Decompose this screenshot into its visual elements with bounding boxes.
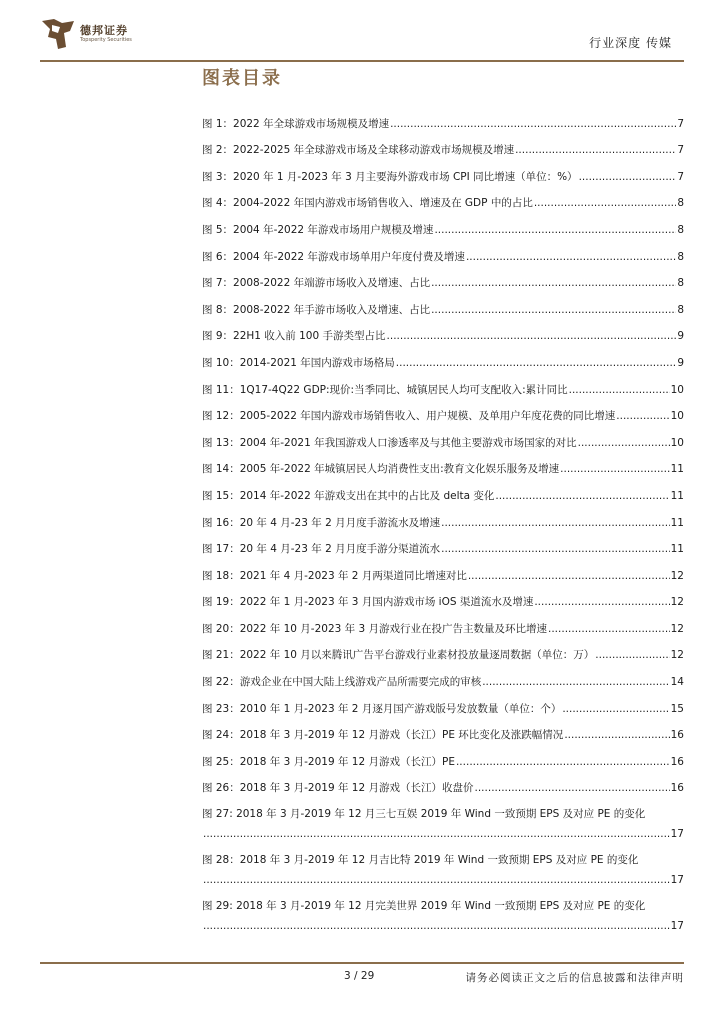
toc-entry-label: 图 2：2022-2025 年全球游戏市场及全球移动游戏市场规模及增速 xyxy=(202,144,515,157)
toc-entry-page: 8 xyxy=(677,223,684,236)
toc-entry[interactable] xyxy=(202,662,684,689)
toc-entry-label: 图 15：2014 年-2022 年游戏支出在其中的占比及 delta 变化 xyxy=(202,489,495,502)
toc-entry-label: 图 11：1Q17-4Q22 GDP:现价:当季同比、城镇居民人均可支配收入:累计同比 xyxy=(202,383,568,396)
toc-entry-label: 图 1：2022 年全球游戏市场规模及增速 xyxy=(202,117,390,130)
toc-entry-page: 7 xyxy=(677,117,684,130)
toc-entry[interactable] xyxy=(202,370,684,397)
toc-entry[interactable] xyxy=(202,609,684,636)
toc-entry[interactable] xyxy=(202,716,684,743)
toc-entry-label: 图 16：20 年 4 月-23 年 2 月月度手游流水及增速 xyxy=(202,516,441,529)
toc-entry-label: 图 10：2014-2021 年国内游戏市场格局 xyxy=(202,356,395,369)
toc-entry[interactable] xyxy=(202,157,684,184)
toc-entry[interactable] xyxy=(202,530,684,557)
page-number: 3 / 29 xyxy=(344,970,375,982)
toc-entry-page: 10 xyxy=(670,383,684,396)
toc-entry-label: 图 21：2022 年 10 月以来腾讯广告平台游戏行业素材投放量逐周数据（单位：万） xyxy=(202,649,595,662)
toc-entry-page: 16 xyxy=(670,729,684,742)
toc-entry-page: 16 xyxy=(670,755,684,768)
toc-entry-label: 图 19：2022 年 1 月-2023 年 3 月国内游戏市场 iOS 渠道流水及增速 xyxy=(202,596,534,609)
toc-entry-label: 图 28：2018 年 3 月-2019 年 12 月吉比特 2019 年 Wind 一致预期 EPS 及对应 PE 的变化 xyxy=(202,854,639,867)
toc-entry-page: 17 xyxy=(670,874,684,887)
header-divider xyxy=(40,60,684,62)
toc-leader-dots xyxy=(595,649,669,662)
toc-entry[interactable] xyxy=(202,423,684,450)
toc-entry-page: 12 xyxy=(670,622,684,635)
toc-leader-dots xyxy=(534,197,676,210)
toc-entry[interactable] xyxy=(202,795,684,841)
toc-leader-dots xyxy=(441,543,670,556)
toc-entry-label: 图 3：2020 年 1 月-2023 年 3 月主要海外游戏市场 CPI 同比增速（单位：%） xyxy=(202,170,578,183)
toc-entry-page: 15 xyxy=(670,702,684,715)
toc-entry-page: 10 xyxy=(670,436,684,449)
toc-entry[interactable] xyxy=(202,210,684,237)
toc-leader-dots xyxy=(390,118,676,131)
toc-entry[interactable] xyxy=(202,636,684,663)
toc-entry[interactable] xyxy=(202,689,684,716)
toc-entry-page: 7 xyxy=(677,170,684,183)
toc-entry-page: 12 xyxy=(670,649,684,662)
logo-name-cn: 德邦证券 xyxy=(80,24,128,37)
toc-leader-dots xyxy=(203,828,670,841)
toc-entry-label: 图 24：2018 年 3 月-2019 年 12 月游戏（长江）PE 环比变化及涨跌幅情况 xyxy=(202,729,564,742)
toc-entry-page: 8 xyxy=(677,277,684,290)
report-category: 行业深度 传媒 xyxy=(589,36,672,50)
toc-entry[interactable] xyxy=(202,237,684,264)
toc-entry-page: 11 xyxy=(670,463,684,476)
toc-entry-label: 图 13：2004 年-2021 年我国游戏人口渗透率及与其他主要游戏市场国家的对比 xyxy=(202,436,577,449)
toc-leader-dots xyxy=(203,920,670,933)
footer-divider xyxy=(40,962,684,964)
toc-leader-dots xyxy=(475,782,670,795)
toc-entry[interactable] xyxy=(202,450,684,477)
toc-entry[interactable] xyxy=(202,290,684,317)
toc-leader-dots xyxy=(578,437,670,450)
table-of-figures xyxy=(202,104,684,933)
toc-entry-label: 图 12：2005-2022 年国内游戏市场销售收入、用户规模、及单用户年度花费的同比增速 xyxy=(202,410,616,423)
toc-leader-dots xyxy=(441,517,670,530)
toc-leader-dots xyxy=(482,676,669,689)
toc-leader-dots xyxy=(560,463,669,476)
toc-entry-label: 图 22：游戏企业在中国大陆上线游戏产品所需要完成的审核 xyxy=(202,676,482,689)
toc-entry-label: 图 27: 2018 年 3 月-2019 年 12 月三七互娱 2019 年 Wind 一致预期 EPS 及对应 PE 的变化 xyxy=(202,808,646,821)
toc-leader-dots xyxy=(569,384,670,397)
toc-entry-label: 图 5：2004 年-2022 年游戏市场用户规模及增速 xyxy=(202,223,434,236)
toc-entry[interactable] xyxy=(202,184,684,211)
toc-entry[interactable] xyxy=(202,841,684,887)
toc-leader-dots xyxy=(434,224,676,237)
toc-leader-dots xyxy=(534,596,669,609)
toc-entry-page: 14 xyxy=(670,676,684,689)
toc-entry[interactable] xyxy=(202,742,684,769)
toc-entry-label: 图 8：2008-2022 年手游市场收入及增速、占比 xyxy=(202,303,431,316)
toc-entry-page: 12 xyxy=(670,569,684,582)
toc-leader-dots xyxy=(431,277,676,290)
logo-name-en: Topsperity Securities xyxy=(80,37,132,43)
toc-entry-label: 图 25：2018 年 3 月-2019 年 12 月游戏（长江）PE xyxy=(202,755,455,768)
toc-leader-dots xyxy=(495,490,669,503)
toc-leader-dots xyxy=(468,570,670,583)
toc-entry[interactable] xyxy=(202,131,684,158)
toc-leader-dots xyxy=(564,729,669,742)
toc-entry-label: 图 20：2022 年 10 月-2023 年 3 月游戏行业在投广告主数量及环比增速 xyxy=(202,622,547,635)
company-logo xyxy=(40,14,190,54)
toc-entry[interactable] xyxy=(202,343,684,370)
toc-entry-label: 图 26：2018 年 3 月-2019 年 12 月游戏（长江）收盘价 xyxy=(202,782,474,795)
toc-entry-label: 图 18：2021 年 4 月-2023 年 2 月两渠道同比增速对比 xyxy=(202,569,467,582)
toc-entry-page: 9 xyxy=(677,330,684,343)
toc-entry[interactable] xyxy=(202,887,684,933)
toc-entry-label: 图 6：2004 年-2022 年游戏市场单用户年度付费及增速 xyxy=(202,250,465,263)
toc-entry[interactable] xyxy=(202,476,684,503)
toc-entry-page: 11 xyxy=(670,543,684,556)
toc-entry[interactable] xyxy=(202,104,684,131)
toc-entry[interactable] xyxy=(202,583,684,610)
toc-leader-dots xyxy=(456,756,670,769)
toc-entry[interactable] xyxy=(202,556,684,583)
toc-entry[interactable] xyxy=(202,503,684,530)
toc-leader-dots xyxy=(387,330,677,343)
toc-leader-dots xyxy=(548,623,670,636)
toc-entry-label: 图 9：22H1 收入前 100 手游类型占比 xyxy=(202,330,386,343)
legal-disclaimer: 请务必阅读正文之后的信息披露和法律声明 xyxy=(465,972,684,984)
toc-entry-label: 图 29: 2018 年 3 月-2019 年 12 月完美世界 2019 年 Wind 一致预期 EPS 及对应 PE 的变化 xyxy=(202,900,646,913)
toc-entry-page: 11 xyxy=(670,516,684,529)
toc-entry-page: 11 xyxy=(670,489,684,502)
toc-entry-page: 8 xyxy=(677,303,684,316)
toc-title: 图表目录 xyxy=(202,68,282,89)
toc-entry[interactable] xyxy=(202,264,684,291)
toc-leader-dots xyxy=(562,703,669,716)
toc-entry-label: 图 23：2010 年 1 月-2023 年 2 月逐月国产游戏版号发放数量（单位：个） xyxy=(202,702,562,715)
toc-entry-page: 7 xyxy=(677,144,684,157)
toc-entry-label: 图 14：2005 年-2022 年城镇居民人均消费性支出:教育文化娱乐服务及增速 xyxy=(202,463,560,476)
toc-entry-page: 12 xyxy=(670,596,684,609)
toc-entry-label: 图 7：2008-2022 年端游市场收入及增速、占比 xyxy=(202,277,431,290)
toc-entry-page: 9 xyxy=(677,356,684,369)
toc-leader-dots xyxy=(466,251,676,264)
toc-entry-page: 17 xyxy=(670,828,684,841)
toc-entry-page: 8 xyxy=(677,250,684,263)
toc-entry-page: 8 xyxy=(677,197,684,210)
toc-leader-dots xyxy=(203,874,670,887)
page-header xyxy=(40,14,684,58)
toc-entry-label: 图 4：2004-2022 年国内游戏市场销售收入、增速及在 GDP 中的占比 xyxy=(202,197,533,210)
toc-entry[interactable] xyxy=(202,317,684,344)
toc-entry-page: 17 xyxy=(670,920,684,933)
toc-entry[interactable] xyxy=(202,397,684,424)
toc-leader-dots xyxy=(396,357,677,370)
toc-leader-dots xyxy=(431,304,676,317)
toc-entry-label: 图 17：20 年 4 月-23 年 2 月月度手游分渠道流水 xyxy=(202,543,441,556)
toc-entry-page: 16 xyxy=(670,782,684,795)
toc-entry[interactable] xyxy=(202,769,684,796)
toc-entry-page: 10 xyxy=(670,410,684,423)
toc-leader-dots xyxy=(515,144,676,157)
toc-leader-dots xyxy=(616,410,669,423)
toc-leader-dots xyxy=(579,171,677,184)
bull-logo-icon xyxy=(40,17,76,51)
